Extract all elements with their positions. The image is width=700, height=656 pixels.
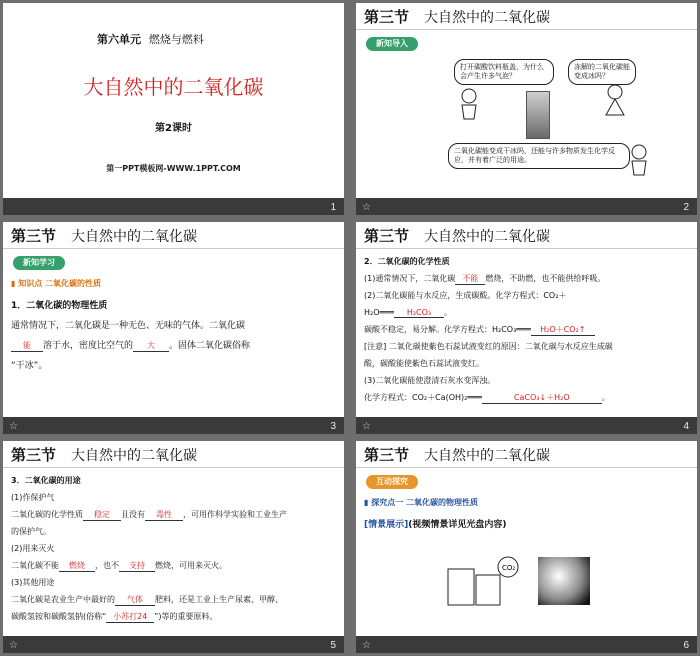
new-learning-chip: 新知学习 bbox=[13, 256, 65, 270]
slide-header bbox=[3, 441, 344, 468]
answer-blank: 毒性 bbox=[145, 509, 183, 521]
answer-blank: CaCO₃↓＋H₂O bbox=[482, 392, 602, 404]
svg-text:CO₂: CO₂ bbox=[502, 564, 516, 572]
use-2-label: (2)用来灭火 bbox=[11, 544, 55, 553]
slide-number: 1 bbox=[330, 202, 336, 213]
section-title: 大自然中的二氧化碳 bbox=[424, 229, 550, 245]
speech-bubble-2: 冻解的二氧化碳能变成冰吗？ bbox=[568, 59, 636, 85]
section-title: 大自然中的二氧化碳 bbox=[71, 229, 197, 245]
answer-blank: 能 bbox=[11, 340, 43, 352]
physical-line-3: “干冰”。 bbox=[11, 361, 48, 371]
main-title: 大自然中的二氧化碳 bbox=[83, 75, 264, 99]
slide-footer bbox=[3, 417, 344, 434]
slide-3[interactable] bbox=[3, 222, 344, 434]
pin-icon: ▮ bbox=[11, 279, 16, 288]
answer-blank: 大 bbox=[133, 340, 169, 352]
answer-blank: 稳定 bbox=[83, 509, 121, 521]
note-line-2: 酸，碳酸能使紫色石蕊试液变红。 bbox=[364, 359, 484, 368]
chem-line-8: 化学方程式：CO₂＋Ca(OH)₂═══ CaCO₃↓＋H₂O 。 bbox=[364, 393, 610, 402]
star-icon: ☆ bbox=[362, 421, 371, 432]
slide-1[interactable] bbox=[3, 3, 344, 215]
section-title: 大自然中的二氧化碳 bbox=[424, 448, 550, 464]
chem-line-2: (2)二氧化碳能与水反应，生成碳酸。化学方程式：CO₂＋ bbox=[364, 291, 567, 300]
use-2-line: 二氧化碳不能 燃烧 ，也不 支持 燃烧，可用来灭火。 bbox=[11, 561, 227, 570]
physical-line-2: 能 溶于水，密度比空气的 大 。固体二氧化碳俗称 bbox=[11, 338, 250, 352]
scene-line: [情景展示](视频情景详见光盘内容) bbox=[364, 520, 507, 530]
section-label: 第三节 bbox=[11, 227, 57, 245]
section-label: 第三节 bbox=[364, 227, 410, 245]
pin-icon: ▮ bbox=[364, 498, 369, 507]
dry-ice-photo bbox=[538, 557, 590, 605]
use-1-line-1: 二氧化碳的化学性质 稳定 且没有 毒性 ，可用作科学实验和工业生产 bbox=[11, 510, 287, 519]
speech-bubble-3: 二氧化碳能变成干冰吗，还能与许多物质发生化学反应，并有着广泛的用途。 bbox=[448, 143, 630, 169]
speech-bubble-1: 打开碳酸饮料瓶盖，为什么会产生许多气泡？ bbox=[454, 59, 554, 85]
section-label: 第三节 bbox=[11, 446, 57, 464]
section-title: 大自然中的二氧化碳 bbox=[71, 448, 197, 464]
student-figure-icon bbox=[626, 143, 652, 177]
slide-number: 2 bbox=[683, 202, 689, 213]
experiment-diagram-icon bbox=[446, 553, 536, 613]
slide-4[interactable] bbox=[356, 222, 697, 434]
new-knowledge-chip: 新知导入 bbox=[366, 37, 418, 51]
unit-label: 第六单元 燃烧与燃料 bbox=[97, 33, 204, 46]
answer-blank: H₂O＋CO₂↑ bbox=[531, 324, 595, 336]
use-1-line-2: 的保护气。 bbox=[11, 527, 51, 536]
slide-2[interactable] bbox=[356, 3, 697, 215]
slide-number: 6 bbox=[683, 640, 689, 651]
slide-6[interactable] bbox=[356, 441, 697, 653]
slide-number: 3 bbox=[330, 421, 336, 432]
star-icon: ☆ bbox=[9, 421, 18, 432]
interactive-chip: 互动探究 bbox=[366, 475, 418, 489]
answer-blank: 燃烧 bbox=[59, 560, 95, 572]
slide-header bbox=[356, 441, 697, 468]
star-icon: ☆ bbox=[362, 640, 371, 651]
star-icon: ☆ bbox=[362, 202, 371, 213]
answer-blank: 不能 bbox=[455, 273, 485, 285]
section-label: 第三节 bbox=[364, 8, 410, 26]
girl-figure-icon bbox=[602, 83, 628, 117]
use-1-label: (1)作保护气 bbox=[11, 493, 55, 502]
slide-footer bbox=[356, 636, 697, 653]
use-3-line-1: 二氧化碳是农业生产中最好的 气体 肥料，还是工业上生产尿素、甲醇、 bbox=[11, 595, 283, 604]
answer-blank: H₂CO₃ bbox=[394, 308, 444, 318]
chem-line-7: (3)二氧化碳能使澄清石灰水变浑浊。 bbox=[364, 376, 496, 385]
slide-footer bbox=[356, 198, 697, 215]
answer-blank: 气体 bbox=[115, 594, 155, 606]
slide-number: 5 bbox=[330, 640, 336, 651]
answer-blank: 小苏打24 bbox=[106, 611, 154, 623]
lesson-label: 第2课时 bbox=[155, 123, 192, 134]
section-title: 大自然中的二氧化碳 bbox=[424, 10, 550, 26]
chem-line-4: 碳酸不稳定，易分解。化学方程式：H₂CO₃═══ H₂O＋CO₂↑ bbox=[364, 324, 595, 336]
slide-5[interactable] bbox=[3, 441, 344, 653]
slide-header bbox=[356, 222, 697, 249]
slide-header bbox=[356, 3, 697, 30]
slide-footer bbox=[3, 198, 344, 215]
physical-line-1: 通常情况下，二氧化碳是一种无色、无味的气体。二氧化碳 bbox=[11, 321, 246, 331]
knowledge-point: ▮ 知识点 二氧化碳的性质 bbox=[11, 279, 101, 288]
use-3-line-2: 碳酸氢铵和碳酸氢钠(俗称“ 小苏打24 ”)等的重要原料。 bbox=[11, 612, 218, 621]
site-label: 第一PPT模板网-WWW.1PPT.COM bbox=[106, 164, 241, 173]
slide-number: 4 bbox=[683, 421, 689, 432]
slide-footer bbox=[3, 636, 344, 653]
chem-line-3: H₂O═══ H₂CO₃ 。 bbox=[364, 308, 452, 317]
section-label: 第三节 bbox=[364, 446, 410, 464]
answer-blank: 支持 bbox=[119, 560, 155, 572]
explore-point: ▮ 探究点一 二氧化碳的物理性质 bbox=[364, 498, 478, 507]
use-3-label: (3)其他用途 bbox=[11, 578, 55, 587]
star-icon: ☆ bbox=[9, 640, 18, 651]
slide-header bbox=[3, 222, 344, 249]
beaker-photo bbox=[526, 91, 550, 139]
note-line-1: [注意] 二氧化碳使紫色石蕊试液变红的原因：二氧化碳与水反应生成碳 bbox=[364, 342, 613, 351]
chem-line-1: (1)通常情况下，二氧化碳 不能 燃烧，不助燃，也不能供给呼吸。 bbox=[364, 274, 606, 283]
uses-heading: 3．二氧化碳的用途 bbox=[11, 476, 81, 485]
slide-footer bbox=[356, 417, 697, 434]
physical-heading: 1．二氧化碳的物理性质 bbox=[11, 301, 108, 311]
chemical-heading: 2．二氧化碳的化学性质 bbox=[364, 257, 450, 266]
boy-figure-icon bbox=[456, 87, 482, 121]
